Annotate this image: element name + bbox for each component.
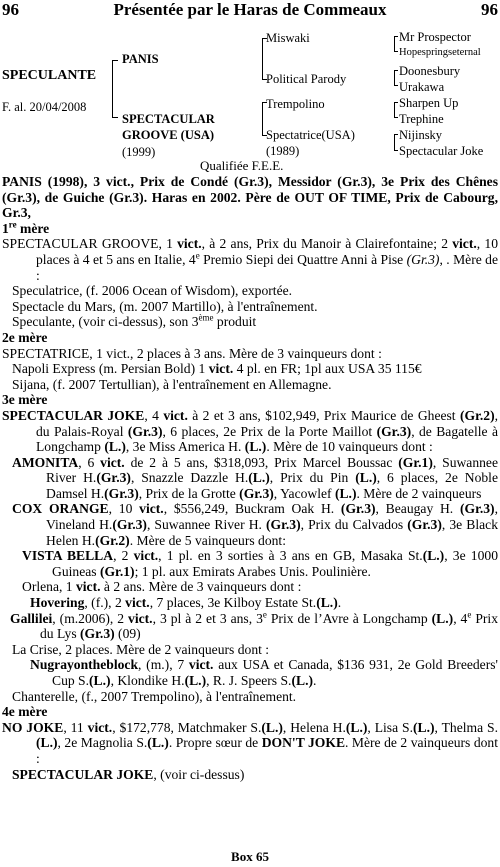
hovering-entry: Hovering, (f.), 2 vict., 7 places, 3e Kilboy Estate St.(L.). (30, 595, 342, 611)
dam1-paragraph: SPECTACULAR GROOVE, 1 vict., à 2 ans, Prix du Manoir à Clairefontaine; 2 vict., 10 places à 4 et 5 ans en Italie, 4e Premio Siepi dei Quattre Anni à Pise (Gr.3), . Mère de : (2, 236, 498, 283)
qualification: Qualifiée F.E.E. (200, 158, 284, 173)
page-title: Présentée par le Haras de Commeaux (113, 0, 387, 19)
amonita-entry: AMONITA, 6 vict. de 2 à 5 ans, $318,093, Prix Marcel Boussac (Gr.1), Suwannee River H.(Gr.3), Snazzle Dazzle H.(L.), Prix du Pin (L.), 6 places, 2e Noble Damsel H.(Gr.3), Prix de la Grotte (Gr.3), Yacowlef (L.). Mère de 2 vainqueurs (12, 454, 498, 501)
catalogue-text (2, 174, 498, 782)
grandsire-4-year: (1989) (266, 144, 300, 158)
dam1-offspring-3: Speculante, (voir ci-dessus), son 3ème produit (12, 312, 257, 330)
sire-paragraph: PANIS (1998), 3 vict., Prix de Condé (Gr.3), Messidor (Gr.3), 3e Prix des Chênes (Gr.3), de Guiche (Gr.3). Haras en 2002. Père de OUT OF TIME, Prix de Cabourg, Gr.3, (2, 174, 498, 221)
la-crise-entry: La Crise, 2 places. Mère de 2 vainqueurs dont : (12, 641, 270, 657)
gallilei-entry: Gallilei, (m.2006), 2 vict., 3 pl à 2 et 3 ans, 3e Prix de l’Avre à Longchamp (L.), 4e Prix du Lys (Gr.3) (09) (10, 609, 498, 642)
great-grandsire-4: Urakawa (399, 80, 445, 94)
dam-name-line1: SPECTACULAR (122, 112, 215, 126)
nugrayontheblock-entry: Nugrayontheblock, (m.), 7 vict. aux USA et Canada, $136 931, 2e Gold Breeders' Cup S.(L.), Klondike H.(L.), R. J. Speers S.(L.). (30, 657, 498, 688)
dam3-paragraph: SPECTACULAR JOKE, 4 vict. à 2 et 3 ans, $102,949, Prix Maurice de Gheest (Gr.2), du Palais-Royal (Gr.3), 6 places, 2e Prix de la Porte Maillot (Gr.3), de Bagatelle à Longchamp (L.), 3e Miss America H. (L.). Mère de 10 vainqueurs dont : (2, 407, 498, 455)
dam1-offspring-1: Speculatrice, (f. 2006 Ocean of Wisdom), exportée. (12, 283, 293, 299)
chanterelle-entry: Chanterelle, (f., 2007 Trempolino), à l'entraînement. (12, 688, 297, 704)
dam2-heading: 2e mère (2, 329, 48, 345)
grandsire-1: Miswaki (266, 31, 310, 45)
great-grandsire-8: Spectacular Joke (399, 144, 484, 158)
great-grandsire-2: Hopespringseternal (399, 47, 481, 58)
page-number-right: 96 (481, 0, 498, 19)
great-grandsire-3: Doonesbury (399, 64, 461, 78)
dam4-offspring-1: SPECTACULAR JOKE, (voir ci-dessus) (12, 766, 245, 782)
foaled-date: F. al. 20/04/2008 (2, 100, 87, 114)
cox-orange-entry: COX ORANGE, 10 vict., $556,249, Buckram Oak H. (Gr.3), Beaugay H. (Gr.3), Vineland H.(Gr.3), Suwannee River H. (Gr.3), Prix du Calvados (Gr.3), 3e Black Helen H.(Gr.2). Mère de 5 vainqueurs dont: (12, 501, 499, 548)
orlena-entry: Orlena, 1 vict. à 2 ans. Mère de 3 vainqueurs dont : (22, 579, 302, 595)
horse-name: SPECULANTE (2, 68, 97, 83)
dam-name-line2: GROOVE (USA) (122, 128, 215, 142)
pedigree-chart (0, 28, 500, 173)
dam2-offspring-2: Sijana, (f. 2007 Tertullian), à l'entraînement en Allemagne. (12, 376, 332, 392)
great-grandsire-7: Nijinsky (399, 128, 443, 142)
great-grandsire-6: Trephine (399, 112, 444, 126)
sire-name: PANIS (122, 52, 159, 66)
great-grandsire-1: Mr Prospector (399, 30, 471, 44)
page-number-left: 96 (2, 0, 19, 19)
great-grandsire-5: Sharpen Up (399, 96, 459, 110)
dam1-heading: 1re mère (2, 219, 50, 236)
page-header (2, 0, 498, 22)
dam4-paragraph: NO JOKE, 11 vict., $172,778, Matchmaker S.(L.), Helena H.(L.), Lisa S.(L.), Thelma S.(L.), 2e Magnolia S.(L.). Propre sœur de DON'T JOKE. Mère de 2 vainqueurs dont : (2, 719, 499, 766)
dam4-heading: 4e mère (2, 704, 48, 720)
dam3-heading: 3e mère (2, 392, 48, 408)
grandsire-4: Spectatrice(USA) (266, 128, 355, 142)
grandsire-3: Trempolino (266, 97, 325, 111)
dam-year: (1999) (122, 145, 156, 159)
dam1-offspring-2: Spectacle du Mars, (m. 2007 Martillo), à l'entraînement. (12, 298, 318, 314)
dam2-offspring-1: Napoli Express (m. Persian Bold) 1 vict. 4 pl. en FR; 1pl aux USA 35 115€ (12, 361, 422, 377)
box-number: Box 65 (231, 849, 269, 864)
vista-bella-entry: VISTA BELLA, 2 vict., 1 pl. en 3 sorties à 3 ans en GB, Masaka St.(L.), 3e 1000 Guineas (Gr.1); 1 pl. aux Emirats Arabes Unis. Poulinière. (22, 548, 498, 579)
grandsire-2: Political Parody (266, 72, 347, 86)
dam2-paragraph: SPECTATRICE, 1 vict., 2 places à 3 ans. Mère de 3 vainqueurs dont : (2, 345, 382, 361)
